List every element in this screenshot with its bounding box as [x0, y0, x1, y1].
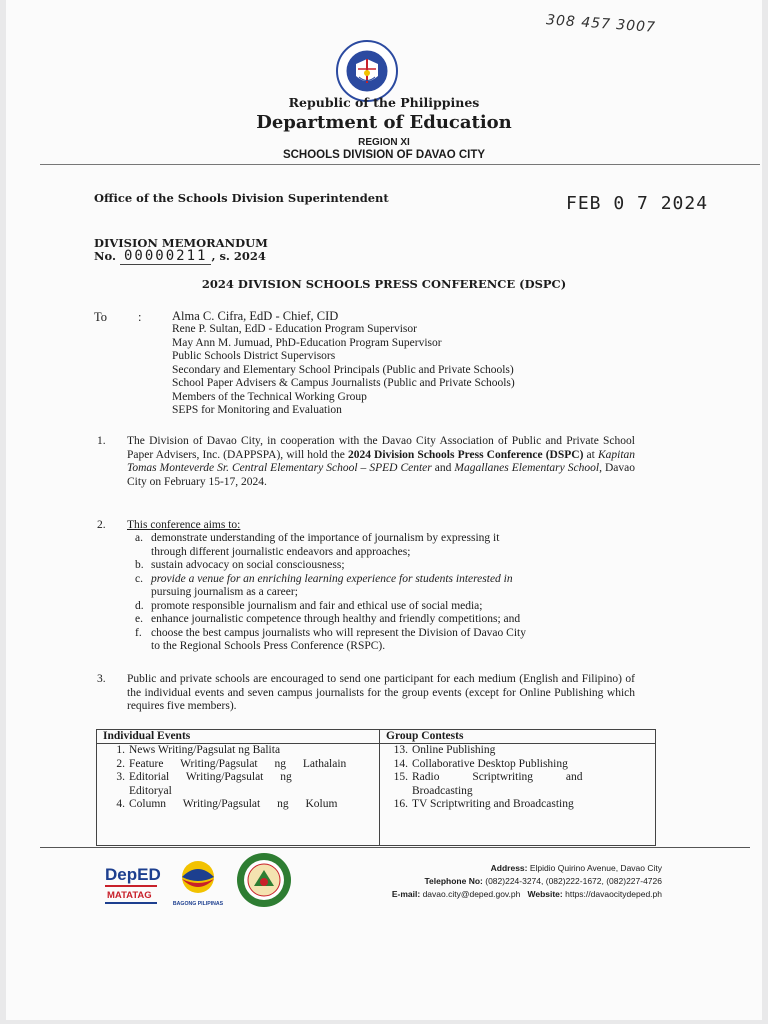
individual-events-header: Individual Events	[97, 730, 380, 744]
events-table	[96, 729, 656, 846]
p1-text-a: The Division of Davao City, in cooperation with the Davao City Association of Public and Private School Paper Advisers, Inc. (DAPPSPA), will hold the	[127, 435, 635, 461]
aim-item: c. provide a venue for an enriching learning experience for students interested in	[135, 572, 513, 585]
memo-no-prefix: No.	[94, 249, 116, 263]
p1-text-d: Davao City on February 15-17, 2024.	[127, 462, 636, 488]
memo-page	[6, 0, 762, 1020]
footer-divider	[40, 847, 750, 848]
bagong-pilipinas-icon	[171, 855, 226, 910]
individual-events-cell	[97, 744, 380, 846]
aim-item: f. choose the best campus journalists who will represent the Division of Davao City	[135, 626, 526, 639]
bagong-pilipinas-logo	[171, 855, 226, 910]
address-line: Address: Elpidio Quirino Avenue, Davao City	[490, 863, 662, 873]
deped-seal-icon	[336, 40, 398, 102]
department-heading: Department of Education	[256, 112, 512, 133]
event-item: 1. News Writing/Pagsulat ng Balita	[116, 744, 281, 756]
contact-block	[392, 862, 662, 901]
division-seal-icon	[236, 852, 292, 908]
memo-number-line	[94, 248, 266, 264]
event-item: 2. Feature Writing/Pagsulat ng Lathalain	[116, 757, 347, 770]
recipient-item: Alma C. Cifra, EdD - Chief, CID	[172, 309, 339, 323]
svg-text:MATATAG: MATATAG	[107, 890, 152, 901]
event-item: 13. Online Publishing	[393, 744, 496, 756]
event-item: 16. TV Scriptwriting and Broadcasting	[393, 798, 574, 810]
memo-title: 2024 DIVISION SCHOOLS PRESS CONFERENCE (DSPC)	[201, 277, 567, 291]
to-label: To	[94, 310, 108, 324]
group-contests-cell	[380, 744, 656, 846]
event-item: 4. Column Writing/Pagsulat ng Kolum	[116, 798, 338, 810]
recipient-list	[172, 309, 515, 418]
recipient-item: SEPS for Monitoring and Evaluation	[172, 404, 342, 416]
svg-text:DepED: DepED	[105, 865, 161, 884]
deped-matatag-logo	[101, 858, 161, 908]
paragraph-number: 2.	[97, 519, 106, 531]
aim-item: d. promote responsible journalism and fair and ethical use of social media;	[135, 599, 483, 612]
division-seal-logo	[236, 852, 292, 908]
p1-venue-1: Kapitan Tomas Monteverde Sr. Central Elementary School – SPED Center	[127, 448, 636, 474]
recipient-item: Public Schools District Supervisors	[172, 350, 336, 362]
region-heading: REGION XI	[358, 137, 410, 148]
recipient-item: Rene P. Sultan, EdD - Education Program Supervisor	[172, 323, 417, 335]
memo-label: DIVISION MEMORANDUM	[94, 236, 268, 250]
deped-logo-icon	[101, 858, 161, 908]
event-item: 3. Editorial Writing/Pagsulat ng Editoryal	[116, 771, 292, 797]
p1-bold: 2024 Division Schools Press Conference (DSPC)	[347, 448, 584, 461]
paragraph-number: 3.	[97, 673, 106, 685]
aims-intro: This conference aims to:	[127, 519, 241, 531]
event-item: 15. Radio Scriptwriting and Broadcasting	[393, 771, 583, 797]
aim-item-continued: to the Regional Schools Press Conference (RSPC).	[151, 640, 386, 652]
paragraph-1	[127, 435, 635, 489]
aim-item: b. sustain advocacy on social consciousness;	[135, 559, 345, 571]
group-contests-header: Group Contests	[380, 730, 656, 744]
website-link[interactable]: https://davaocitydeped.ph	[565, 889, 662, 899]
office-line: Office of the Schools Division Superintendent	[94, 191, 389, 205]
recipient-item: Secondary and Elementary School Principals (Public and Private Schools)	[172, 363, 514, 376]
handwritten-note: 308 457 3007	[545, 12, 657, 36]
recipient-item: Members of the Technical Working Group	[172, 390, 367, 403]
republic-heading: Republic of the Philippines	[288, 95, 480, 110]
aim-item: a. demonstrate understanding of the importance of journalism by expressing it	[135, 532, 500, 544]
recipient-item: May Ann M. Jumuad, PhD-Education Program Supervisor	[172, 336, 442, 349]
recipient-item: School Paper Advisers & Campus Journalists (Public and Private Schools)	[172, 377, 515, 389]
p1-venue-2: Magallanes Elementary School,	[454, 462, 602, 474]
event-item: 14. Collaborative Desktop Publishing	[393, 757, 568, 770]
email-website-line: E-mail: davao.city@deped.gov.ph Website: https://davaocitydeped.ph	[391, 889, 662, 899]
paragraph-number: 1.	[97, 435, 106, 447]
p1-text-b: at	[583, 448, 598, 461]
email-link[interactable]: davao.city@deped.gov.ph	[422, 889, 521, 899]
svg-text:BAGONG PILIPINAS: BAGONG PILIPINAS	[172, 901, 224, 907]
p1-text-c: and	[431, 462, 455, 474]
memo-number: 00000211	[120, 248, 211, 265]
paragraph-3: Public and private schools are encouraged to send one participant for each medium (English and Filipino) of the individual events and seven campus journalists for the group events (except for Online Publishing which requires five members).	[127, 673, 635, 712]
aim-item-continued: pursuing journalism as a career;	[151, 586, 298, 598]
telephone-line: Telephone No: (082)224-3274, (082)222-1672, (082)227-4726	[424, 876, 662, 886]
division-heading: SCHOOLS DIVISION OF DAVAO CITY	[282, 149, 486, 161]
date-stamp: FEB 0 7 2024	[566, 193, 709, 214]
aim-item-continued: through different journalistic endeavors and approaches;	[151, 545, 411, 558]
aims-list	[135, 532, 637, 654]
to-colon: :	[138, 310, 142, 324]
memo-year: , s. 2024	[211, 249, 266, 263]
aim-item: e. enhance journalistic competence through healthy and friendly competitions; and	[135, 613, 521, 625]
header-divider	[40, 164, 760, 165]
